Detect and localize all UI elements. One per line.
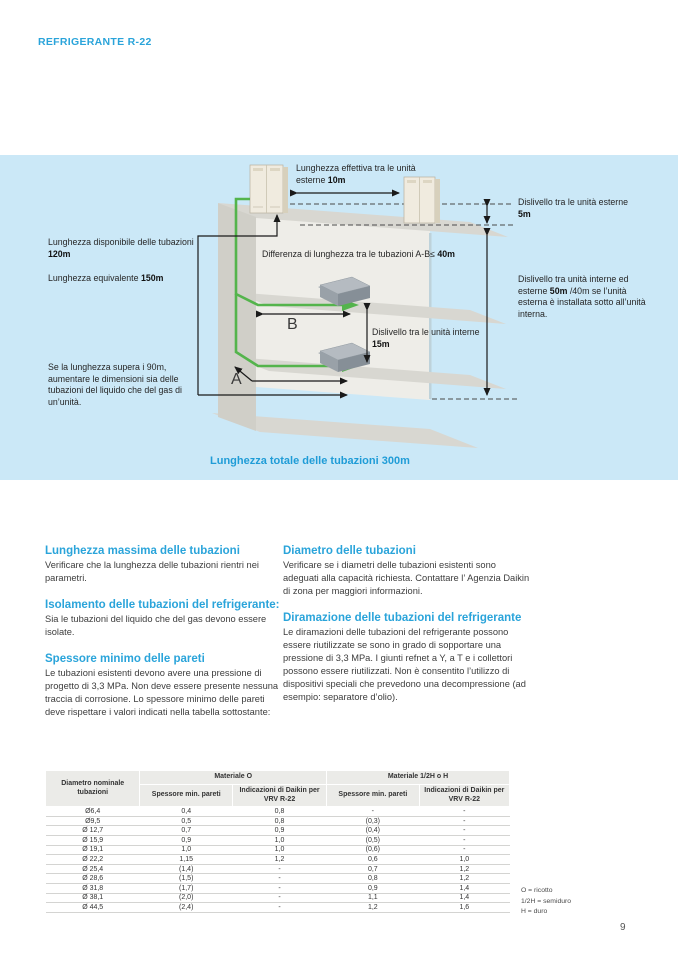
table-cell: Ø 25,4 [46, 864, 140, 874]
table-cell: Ø6,4 [46, 807, 140, 817]
table-cell: 0,8 [233, 816, 327, 826]
table-cell: 1,1 [327, 893, 420, 903]
section-isolamento [45, 599, 280, 639]
table-cell: 1,2 [327, 903, 420, 913]
table-header [46, 771, 510, 807]
table-row [46, 826, 510, 836]
section-lunghezza-massima [45, 545, 280, 585]
label-dislivello-interne: Dislivello tra le unità interne 15m [372, 327, 480, 349]
table-cell: - [419, 807, 509, 817]
table-cell: 1,4 [419, 884, 509, 894]
label-lunghezza-equivalente: Lunghezza equivalente 150m [48, 273, 164, 283]
section-heading: Isolamento delle tubazioni del refrigerante: [45, 599, 280, 612]
table-cell: - [233, 874, 327, 884]
table-row [46, 836, 510, 846]
table-cell: 0,4 [140, 807, 233, 817]
section-body: Verificare se i diametri delle tubazioni esistenti sono adeguati alla capacità richiesta. Contattare l’ Agenzia Daikin di zona per maggiori informazioni. [283, 560, 530, 597]
table-cell: 0,8 [233, 807, 327, 817]
table-row [46, 903, 510, 913]
table-cell: 1,0 [419, 855, 509, 865]
table-cell: Ø 12,7 [46, 826, 140, 836]
table-cell: - [419, 826, 509, 836]
section-heading: Diametro delle tubazioni [283, 545, 416, 557]
table-row [46, 864, 510, 874]
label-dislivello-esterne: Dislivello tra le unità esterne 5m [518, 197, 629, 219]
section-diametro [283, 545, 533, 598]
table-cell: - [419, 816, 509, 826]
legend-line: 1/2H = semiduro [521, 897, 572, 905]
section-heading: Lunghezza massima delle tubazioni [45, 545, 240, 557]
table-cell: 1,0 [233, 836, 327, 846]
table-row [46, 893, 510, 903]
table-row [46, 816, 510, 826]
col-header-indicazioni-h: Indicazioni di Daikin per VRV R-22 [419, 784, 509, 807]
table-cell: 1,2 [233, 855, 327, 865]
table-cell: 0,7 [327, 864, 420, 874]
table-row [46, 845, 510, 855]
table-body [46, 807, 510, 913]
table-cell: - [233, 884, 327, 894]
table-cell: Ø 28,6 [46, 874, 140, 884]
building [212, 203, 508, 448]
table-cell: (0,4) [327, 826, 420, 836]
table-cell: 0,9 [327, 884, 420, 894]
text-column-right [283, 545, 533, 718]
group-header-materiale-h: Materiale 1/2H o H [327, 771, 510, 785]
table-cell: - [327, 807, 420, 817]
label-pipe-b: B [287, 316, 298, 333]
table-cell: - [419, 845, 509, 855]
section-body: Le tubazioni esistenti devono avere una pressione di progetto di 3,3 MPa. Non deve essere presente nessuna traccia di corrosione. Lo spessore minimo delle pareti deve rispettare i valori indicati nella tabella sottostante: [45, 668, 279, 718]
outdoor-unit-left [250, 165, 288, 213]
table-cell: Ø 22,2 [46, 855, 140, 865]
table-cell: Ø 19,1 [46, 845, 140, 855]
table-row [46, 884, 510, 894]
table-cell: (0,5) [327, 836, 420, 846]
label-pipe-a: A [231, 371, 242, 388]
pipe-spec-table [45, 770, 510, 913]
table-cell: 0,6 [327, 855, 420, 865]
table-cell: Ø 31,8 [46, 884, 140, 894]
page-number: 9 [620, 922, 626, 933]
col-header-spessore-o: Spessore min. pareti [140, 784, 233, 807]
table-cell: 1,0 [140, 845, 233, 855]
section-heading: Diramazione delle tubazioni del refrigerante [283, 612, 522, 625]
table-cell: (1,5) [140, 874, 233, 884]
group-header-materiale-o: Materiale O [140, 771, 327, 785]
table-cell: - [233, 864, 327, 874]
table-cell: (2,0) [140, 893, 233, 903]
label-lunghezza-disponibile: Lunghezza disponibile delle tubazioni 120m [48, 237, 194, 259]
label-lunghezza-totale: Lunghezza totale delle tubazioni 300m [210, 455, 410, 467]
page-title: REFRIGERANTE R-22 [38, 36, 152, 48]
table-cell: 1,2 [419, 864, 509, 874]
table-cell: 0,7 [140, 826, 233, 836]
piping-diagram [0, 155, 678, 480]
table-cell: Ø 15,9 [46, 836, 140, 846]
table-cell: - [233, 893, 327, 903]
table-row [46, 807, 510, 817]
section-spessore-minimo [45, 653, 280, 719]
table-cell: - [419, 836, 509, 846]
legend-line: O = ricotto [521, 887, 553, 894]
table-cell: (1,4) [140, 864, 233, 874]
text-column-left [45, 545, 280, 733]
section-body: Sia le tubazioni del liquido che del gas devono essere isolate. [45, 614, 267, 638]
table-cell: - [233, 903, 327, 913]
label-lunghezza-effettiva: Lunghezza effettiva tra le unità esterne 10m [296, 163, 416, 185]
col-header-spessore-h: Spessore min. pareti [327, 784, 420, 807]
table-cell: Ø 38,1 [46, 893, 140, 903]
table-cell: (0,6) [327, 845, 420, 855]
table-cell: 1,15 [140, 855, 233, 865]
table-cell: 0,5 [140, 816, 233, 826]
col-header-indicazioni-o: Indicazioni di Daikin per VRV R-22 [233, 784, 327, 807]
table-cell: (1,7) [140, 884, 233, 894]
table-cell: 1,4 [419, 893, 509, 903]
table-cell: 1,0 [233, 845, 327, 855]
material-legend [521, 886, 571, 918]
table-cell: (0,3) [327, 816, 420, 826]
label-differenza-lunghezza: Differenza di lunghezza tra le tubazioni A-B≤ 40m [262, 249, 455, 259]
table-cell: Ø 44,5 [46, 903, 140, 913]
table-cell: 0,8 [327, 874, 420, 884]
label-dislivello-interne-esterne: Dislivello tra unità interne ed esterne 50m /40m se l’unità esterna è installata sotto all’unità interna. [518, 274, 646, 319]
table-cell: 1,6 [419, 903, 509, 913]
col-header-diametro: Diametro nominale tubazioni [46, 771, 140, 807]
section-body: Le diramazioni delle tubazioni del refrigerante possono essere riutilizzate se sono in grado di sopportare una pressione di 3,3 MPa. I giunti refnet a Y, a T e i collettori possono essere riutilizzati. Non è consentito l’utilizzo di dispositivi speciali che prevedono una decompressione (ad esempio: separatore d’olio). [283, 627, 526, 703]
section-body: Verificare che la lunghezza delle tubazioni rientri nei parametri. [45, 560, 259, 584]
section-diramazione [283, 612, 533, 704]
table-cell: 0,9 [233, 826, 327, 836]
table-cell: (2,4) [140, 903, 233, 913]
table-cell: 1,2 [419, 874, 509, 884]
section-heading: Spessore minimo delle pareti [45, 653, 205, 666]
legend-line: H = duro [521, 908, 548, 916]
label-se-lunghezza: Se la lunghezza supera i 90m, aumentare le dimensioni sia delle tubazioni del liquido che del gas di un’unità. [48, 362, 183, 407]
table-cell: Ø9,5 [46, 816, 140, 826]
table-row [46, 855, 510, 865]
table-row [46, 874, 510, 884]
table-cell: 0,9 [140, 836, 233, 846]
